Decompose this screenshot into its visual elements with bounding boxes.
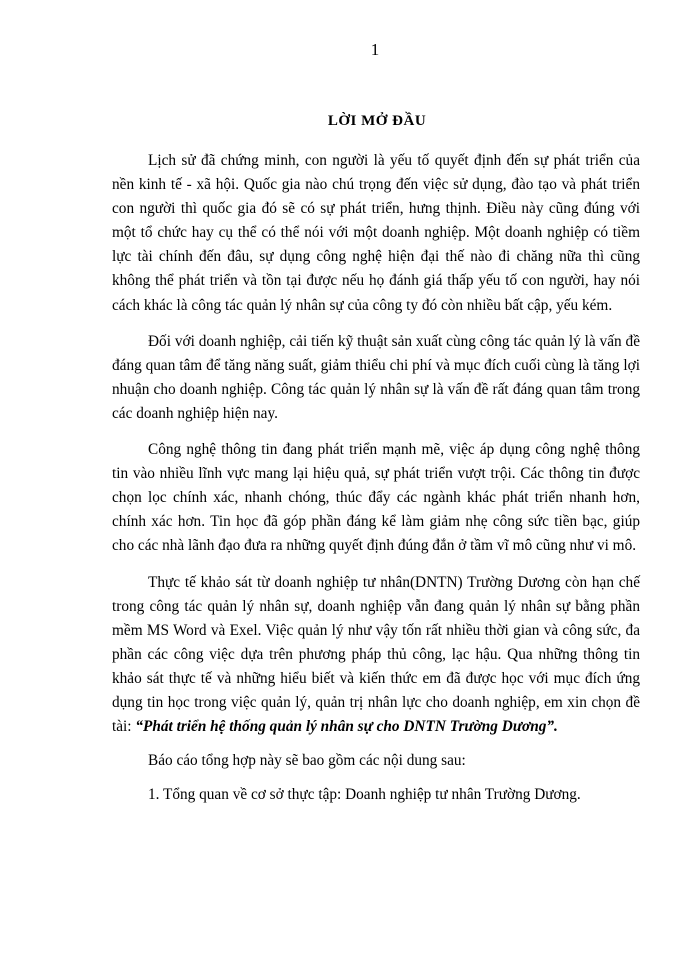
contents-intro: Báo cáo tổng hợp này sẽ bao gồm các nội dung sau: <box>148 752 466 770</box>
it-paragraph: Công nghệ thông tin đang phát triển mạnh mẽ, việc áp dụng công nghệ thông tin vào nhiều lĩnh vực mang lại hiệu quả, sự phát triển vượt trội. Các thông tin được chọn lọc chính xác, nhanh chóng, thúc đẩy các ngành khác phát triển nhanh hơn, chính xác hơn. Tin học đã góp phần đáng kể làm giảm nhẹ công sức tiền bạc, giúp cho các nhà lãnh đạo đưa ra những quyết định đúng đắn ở tầm vĩ mô cũng như vi mô. <box>112 441 640 555</box>
page-number: 1 <box>370 40 380 59</box>
page-title: LỜI MỞ ĐẦU <box>327 113 427 129</box>
survey-text: Thực tế khảo sát từ doanh nghiệp tư nhân(DNTN) Trường Dương còn hạn chế trong công tác quản lý nhân sự, doanh nghiệp vẫn đang quản lý nhân sự bằng phần mềm MS Word và Exel. Việc quản lý như vậy tốn rất nhiều thời gian và công sức, đa phần các công việc dựa trên phương pháp thủ công, lạc hậu. Qua những thông tin khảo sát thực tế và những hiểu biết và kiến thức em đã được học với mục đích ứng dụng tin học trong việc quản lý, quản trị nhân lực cho doanh nghiệp, em xin chọn đề tài: <box>112 573 640 736</box>
business-paragraph: Đối với doanh nghiệp, cải tiến kỹ thuật sản xuất cùng công tác quản lý là vấn đề đáng quan tâm để tăng năng suất, giảm thiểu chi phí và mục đích cuối cùng là tăng lợi nhuận cho doanh nghiệp. Công tác quản lý nhân sự là vấn đề rất đáng quan tâm trong các doanh nghiệp hiện nay. <box>112 332 640 422</box>
survey-paragraph <box>112 571 640 740</box>
contents-item: 1. Tổng quan về cơ sở thực tập: Doanh nghiệp tư nhân Trường Dương. <box>148 786 581 804</box>
topic-title: “Phát triển hệ thống quản lý nhân sự cho DNTN Trường Dương”. <box>135 718 558 736</box>
intro-paragraph: Lịch sử đã chứng minh, con người là yếu tố quyết định đến sự phát triển của nền kinh tế - xã hội. Quốc gia nào chú trọng đến việc sử dụng, đào tạo và phát triển con người thì quốc gia đó sẽ có sự phát triển, hưng thịnh. Điều này cũng đúng với một tổ chức hay cụ thể có thể nói với một doanh nghiệp. Một doanh nghiệp có tiềm lực tài chính đến đâu, sự dụng công nghệ hiện đại thế nào đi chăng nữa thì cũng không thể phát triển và tồn tại được nếu họ đánh giá thấp yếu tố con người, hay nói cách khác là công tác quản lý nhân sự của công ty đó còn nhiều bất cập, yếu kém. <box>112 152 640 314</box>
document-body <box>112 149 640 817</box>
